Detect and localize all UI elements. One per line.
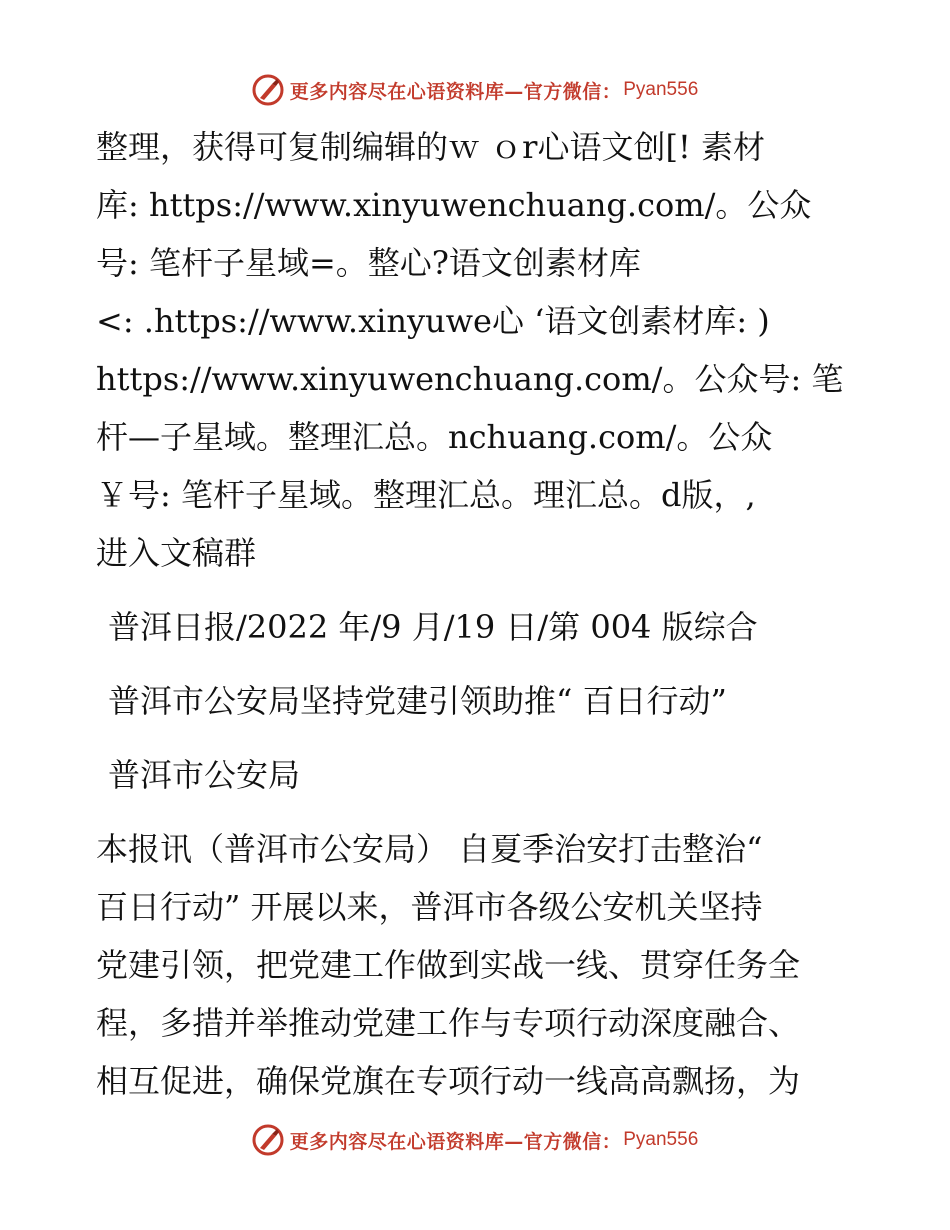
pen-logo-icon xyxy=(252,1124,284,1156)
body-line: 本报讯（普洱市公安局） 自夏季治安打击整治“ xyxy=(96,830,763,868)
intro-line: 整理，获得可复制编辑的ｗ ｏr心语文创[! 素材 xyxy=(96,128,765,166)
body-line: 百日行动” 开展以来，普洱市各级公安机关坚持 xyxy=(96,888,763,926)
intro-line: 库: https://www.xinyuwenchuang.com/。公众 xyxy=(96,186,812,224)
source-line: 普洱日报/2022 年/9 月/19 日/第 004 版综合 xyxy=(108,608,758,646)
body-line: 党建引领，把党建工作做到实战一线、贯穿任务全 xyxy=(96,946,801,984)
article-title: 普洱市公安局坚持党建引领助推“ 百日行动” xyxy=(108,682,727,720)
footer-banner xyxy=(0,1120,950,1160)
pen-logo-icon xyxy=(252,74,284,106)
banner-text: 更多内容尽在心语资料库—官方微信： xyxy=(289,1130,622,1153)
body-line: 程，多措并举推动党建工作与专项行动深度融合、 xyxy=(96,1004,801,1042)
intro-line: 杆—子星域。整理汇总。nchuang.com/。公众 xyxy=(96,418,773,456)
article-author: 普洱市公安局 xyxy=(108,756,301,794)
banner-text: 更多内容尽在心语资料库—官方微信： xyxy=(289,80,622,103)
intro-line: 进入文稿群 xyxy=(96,534,257,572)
intro-line: ￥号: 笔杆子星域。整理汇总。理汇总。d版，, xyxy=(96,476,756,514)
banner-wechat-id: Pyan556 xyxy=(623,1129,699,1150)
intro-line: <: .https://www.xinyuwe心 ‘语文创素材库: ) xyxy=(96,302,770,340)
banner-wechat-id: Pyan556 xyxy=(623,79,699,100)
header-banner xyxy=(0,70,950,110)
document-body xyxy=(96,118,856,1110)
body-line: 相互促进，确保党旗在专项行动一线高高飘扬，为 xyxy=(96,1062,801,1100)
intro-line: https://www.xinyuwenchuang.com/。公众号: 笔 xyxy=(96,360,844,398)
intro-line: 号: 笔杆子星域=。整心?语文创素材库 xyxy=(96,244,641,282)
